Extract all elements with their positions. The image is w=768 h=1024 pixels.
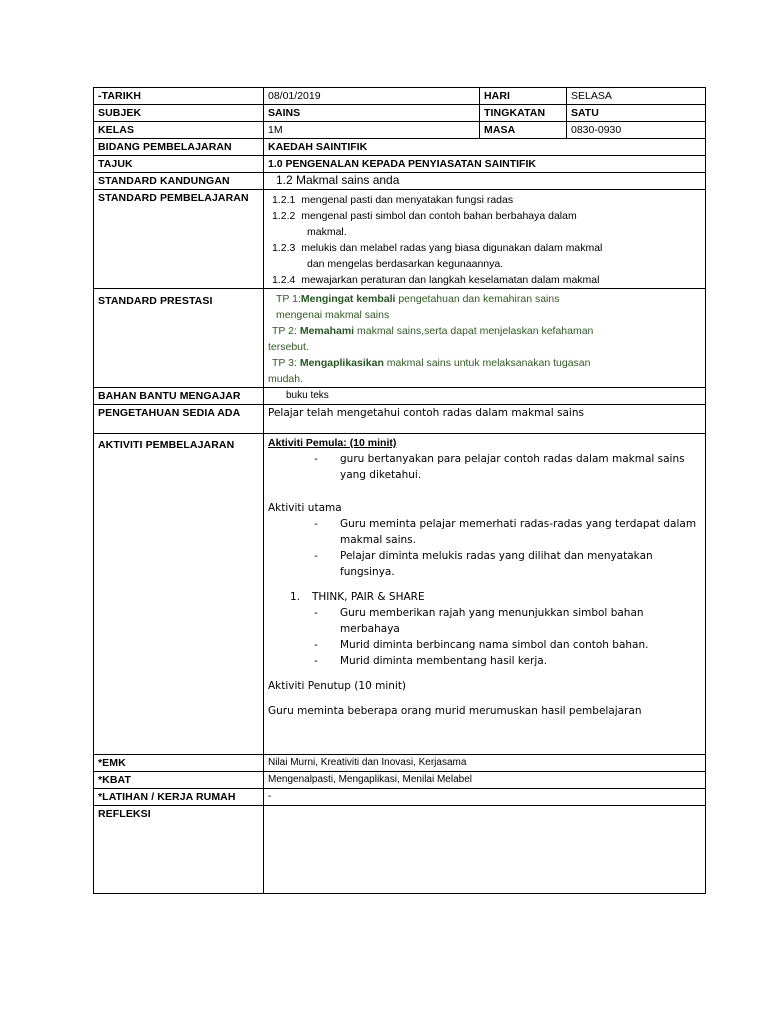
row-standard-pembelajaran <box>94 190 706 289</box>
label-standard-prestasi: STANDARD PRESTASI <box>94 289 264 388</box>
value-standard-kandungan-cell <box>264 173 706 190</box>
row-bahan-bantu <box>94 388 706 405</box>
standard-prestasi-content <box>264 289 706 388</box>
sp-item-cont: makmal. <box>307 226 347 238</box>
tps-item-text: Guru memberikan rajah yang menunjukkan simbol bahan merbahaya <box>340 607 644 635</box>
dash-bullet: - <box>314 607 318 619</box>
sp-item-num: 1.2.4 <box>272 274 296 286</box>
utama-item-text: Guru meminta pelajar memerhati radas-radas yang terdapat dalam makmal sains. <box>340 518 697 546</box>
pemula-item-1 <box>268 451 701 483</box>
dash-bullet: - <box>314 639 318 651</box>
tp1-line2-a: mengenai <box>276 309 326 321</box>
label-subjek: SUBJEK <box>94 105 264 122</box>
label-tarikh: -TARIKH <box>94 88 264 105</box>
tp2-line2: tersebut. <box>268 341 309 353</box>
tp3-keyword: Mengaplikasikan <box>299 357 384 369</box>
value-bidang: KAEDAH SAINTIFIK <box>264 139 706 156</box>
tps-title: THINK, PAIR & SHARE <box>312 591 425 603</box>
label-masa: MASA <box>480 122 567 139</box>
tp1-prefix: TP 1: <box>276 293 301 305</box>
tp1-line <box>268 291 701 307</box>
dash-bullet: - <box>314 518 318 530</box>
tp1-keyword: Mengingat kembali <box>300 293 396 305</box>
value-subjek: SAINS <box>264 105 480 122</box>
value-kbat: Mengenalpasti, Mengaplikasi, Menilai Melabel <box>264 772 706 789</box>
label-latihan: *LATIHAN / KERJA RUMAH <box>94 789 264 806</box>
lesson-plan-table <box>93 87 706 894</box>
row-refleksi <box>94 806 706 894</box>
utama-item-1 <box>268 516 701 548</box>
label-kelas: KELAS <box>94 122 264 139</box>
row-tajuk <box>94 156 706 173</box>
value-pengetahuan-sedia-ada: Pelajar telah mengetahui contoh radas dalam makmal sains <box>264 405 706 434</box>
label-pengetahuan-sedia-ada: PENGETAHUAN SEDIA ADA <box>94 405 264 434</box>
tp3-prefix: TP 3: <box>272 357 300 369</box>
label-hari: HARI <box>480 88 567 105</box>
tp3-rest: makmal sains untuk melaksanakan tugasan <box>383 357 591 369</box>
label-tingkatan: TINGKATAN <box>480 105 567 122</box>
sp-item-num: 1.2.1 <box>272 194 296 206</box>
value-kelas: 1M <box>264 122 480 139</box>
label-kbat: *KBAT <box>94 772 264 789</box>
sp-item-cont: dan mengelas berdasarkan kegunaannya. <box>307 258 504 270</box>
label-standard-pembelajaran: STANDARD PEMBELAJARAN <box>94 190 264 289</box>
aktiviti-penutup-title: Aktiviti Penutup (10 minit) <box>268 680 407 692</box>
tps-item-3 <box>268 653 701 669</box>
row-pengetahuan-sedia-ada <box>94 405 706 434</box>
value-bahan-bantu-cell <box>264 388 706 405</box>
value-tajuk: 1.0 PENGENALAN KEPADA PENYIASATAN SAINTIFIK <box>264 156 706 173</box>
label-tajuk: TAJUK <box>94 156 264 173</box>
tp2-prefix: TP 2: <box>272 325 300 337</box>
dash-bullet: - <box>314 550 318 562</box>
aktiviti-pemula-title: Aktiviti Pemula: (10 minit) <box>268 437 397 449</box>
tps-number: 1. <box>290 591 301 603</box>
value-tingkatan: SATU <box>567 105 706 122</box>
row-kbat <box>94 772 706 789</box>
tp2-keyword: Memahami <box>299 325 355 337</box>
dash-bullet: - <box>314 655 318 667</box>
tps-item-text: Murid diminta membentang hasil kerja. <box>340 655 548 667</box>
row-standard-prestasi <box>94 289 706 388</box>
tp2-rest: makmal sains,serta dapat menjelaskan kefahaman <box>354 325 594 337</box>
tp3-line <box>268 355 701 371</box>
tp3-line2: mudah. <box>268 373 304 385</box>
row-tarikh <box>94 88 706 105</box>
tps-heading <box>268 589 701 605</box>
sp-item-text: melukis dan melabel radas yang biasa digunakan dalam makmal <box>301 242 603 254</box>
row-kelas <box>94 122 706 139</box>
value-latihan: - <box>264 789 706 806</box>
value-emk: Nilai Murni, Kreativiti dan Inovasi, Kerjasama <box>264 755 706 772</box>
label-standard-kandungan: STANDARD KANDUNGAN <box>94 173 264 190</box>
tps-item-1 <box>268 605 701 637</box>
sp-item-text: mengenal pasti simbol dan contoh bahan berbahaya dalam <box>301 210 577 222</box>
row-subjek <box>94 105 706 122</box>
tps-item-text: Murid diminta berbincang nama simbol dan contoh bahan. <box>340 639 649 651</box>
sp-item-4 <box>268 272 701 288</box>
tps-item-2 <box>268 637 701 653</box>
tp2-line <box>268 323 701 339</box>
tp1-line2-b: makmal sains <box>325 309 390 321</box>
standard-pembelajaran-list <box>264 190 706 289</box>
tp1-line2 <box>268 307 701 323</box>
label-bahan-bantu: BAHAN BANTU MENGAJAR <box>94 388 264 405</box>
utama-item-2 <box>268 548 701 580</box>
dash-bullet: - <box>314 453 318 465</box>
value-standard-kandungan: 1.2 Makmal sains anda <box>276 173 400 187</box>
sp-item-1 <box>268 192 701 208</box>
label-emk: *EMK <box>94 755 264 772</box>
aktiviti-penutup-text: Guru meminta beberapa orang murid merumuskan hasil pembelajaran <box>268 705 642 717</box>
row-aktiviti-pembelajaran <box>94 434 706 755</box>
sp-item-text: mengenal pasti dan menyatakan fungsi radas <box>301 194 514 206</box>
sp-item-num: 1.2.2 <box>272 210 296 222</box>
tp1-rest: pengetahuan dan kemahiran sains <box>395 293 560 305</box>
row-emk <box>94 755 706 772</box>
sp-item-num: 1.2.3 <box>272 242 296 254</box>
aktiviti-content <box>264 434 706 755</box>
sp-item-2 <box>268 208 701 240</box>
row-standard-kandungan <box>94 173 706 190</box>
utama-item-text: Pelajar diminta melukis radas yang dilihat dan menyatakan fungsinya. <box>340 550 653 578</box>
row-bidang <box>94 139 706 156</box>
value-refleksi <box>264 806 706 894</box>
label-aktiviti-pembelajaran: AKTIVITI PEMBELAJARAN <box>94 434 264 755</box>
pemula-item-text: guru bertanyakan para pelajar contoh radas dalam makmal sains yang diketahui. <box>340 453 685 481</box>
sp-item-3 <box>268 240 701 272</box>
value-bahan-bantu: buku teks <box>286 390 329 401</box>
label-bidang: BIDANG PEMBELAJARAN <box>94 139 264 156</box>
row-latihan <box>94 789 706 806</box>
value-masa: 0830-0930 <box>567 122 706 139</box>
label-refleksi: REFLEKSI <box>94 806 264 894</box>
aktiviti-utama-title: Aktiviti utama <box>268 502 342 514</box>
value-hari: SELASA <box>567 88 706 105</box>
value-tarikh: 08/01/2019 <box>264 88 480 105</box>
sp-item-text: mewajarkan peraturan dan langkah keselamatan dalam makmal <box>301 274 600 286</box>
